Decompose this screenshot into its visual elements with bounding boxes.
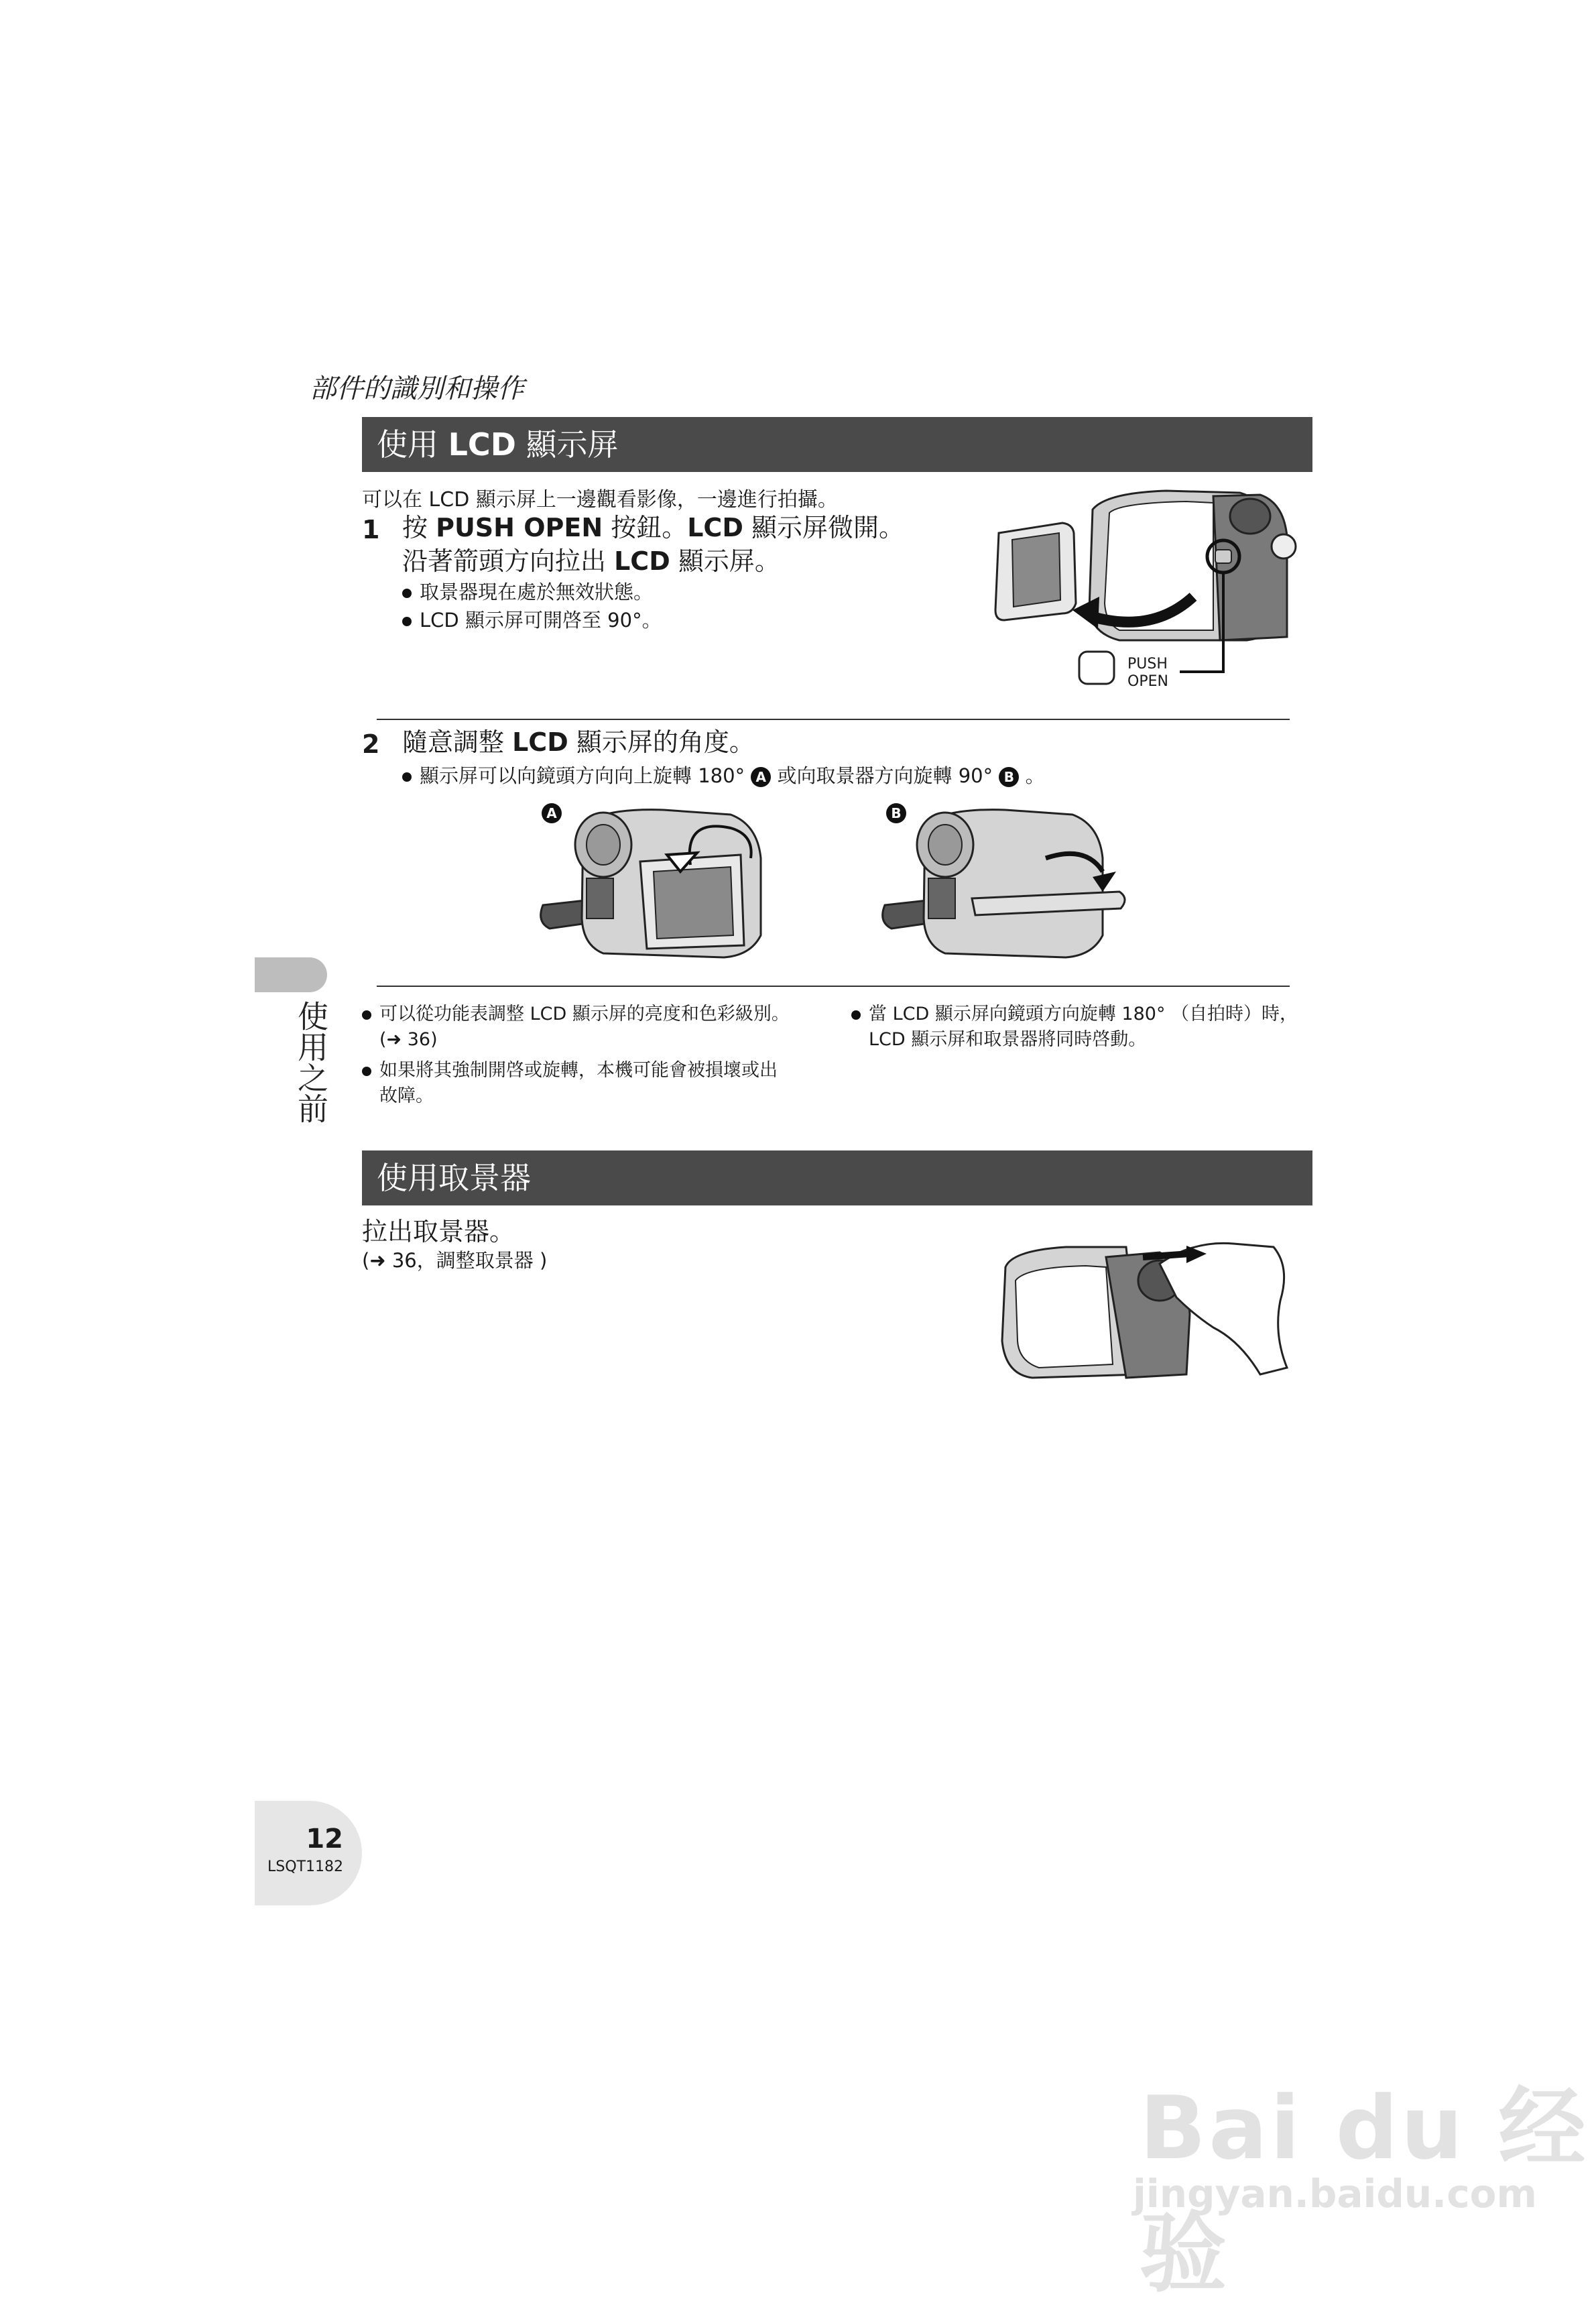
step2-text-b: LCD	[512, 727, 568, 757]
viewfinder-reference: (➜ 36，調整取景器 )	[362, 1249, 548, 1272]
step2-text-a: 隨意調整	[402, 727, 513, 757]
step2-bullet-c: 。	[1025, 764, 1045, 787]
callout-line2: OPEN	[1127, 673, 1168, 690]
page-number: 12	[306, 1824, 343, 1854]
note-text: 如果將其強制開啓或旋轉，本機可能會被損壞或出	[379, 1060, 778, 1081]
camcorder-viewfinder-illustration	[992, 1234, 1307, 1388]
step1-line1-c: 按鈕。	[603, 513, 688, 542]
step1-number: 1	[362, 515, 380, 544]
watermark-logo: Bai du 经验	[1140, 2077, 1589, 2304]
step1-line1-b: PUSH OPEN	[436, 513, 603, 542]
side-tab-marker	[255, 957, 327, 992]
step1-line1-d: LCD	[687, 513, 743, 542]
label-b-badge: B	[999, 767, 1019, 787]
callout-line1: PUSH	[1127, 656, 1168, 672]
push-open-callout	[1127, 656, 1168, 691]
note-text: 可以從功能表調整 LCD 顯示屏的亮度和色彩級別。	[379, 1004, 790, 1024]
page-code: LSQT1182	[267, 1858, 343, 1875]
section-title-suffix: 顯示屏	[515, 426, 619, 463]
step2-number: 2	[362, 729, 380, 759]
step1-line1-a: 按	[402, 513, 436, 542]
divider	[377, 719, 1290, 720]
step1-line2-a: 沿著箭頭方向拉出	[402, 546, 615, 576]
step1-bullets	[402, 578, 662, 634]
note-text: 當 LCD 顯示屏向鏡頭方向旋轉 180° （自拍時）時，	[869, 1004, 1298, 1024]
step1-bullet-text: 取景器現在處於無效狀態。	[420, 581, 654, 603]
illustration-b-label: B	[886, 803, 906, 823]
camcorder-rotate-viewfinder-illustration	[871, 798, 1140, 965]
note-item	[851, 1002, 1314, 1053]
step1-line2-b: LCD	[614, 546, 670, 576]
step1-bullet	[402, 578, 662, 606]
notes-right	[851, 1002, 1314, 1053]
step1-bullet-text: LCD 顯示屏可開啓至 90°。	[420, 609, 662, 632]
note-text-cont: 故障。	[379, 1085, 434, 1106]
camcorder-rotate-lens-illustration	[530, 798, 784, 965]
step2-text	[402, 725, 755, 759]
section-header-viewfinder: 使用取景器	[362, 1150, 1312, 1205]
divider	[377, 986, 1290, 987]
step1-text	[402, 511, 952, 578]
illustration-a-label: A	[542, 803, 562, 823]
step1-line1-e: 顯示屏微開。	[743, 513, 904, 542]
section-title-bold: LCD	[448, 426, 516, 463]
step2-bullet-b: 或向取景器方向旋轉 90°	[777, 764, 993, 787]
step1-line1	[402, 511, 952, 544]
intro-text: 可以在 LCD 顯示屏上一邊觀看影像，一邊進行拍攝。	[362, 488, 838, 512]
side-tab-label: 使用之前	[293, 1000, 329, 1124]
section-title-prefix: 使用	[377, 426, 448, 463]
watermark-url: jingyan.baidu.com	[1133, 2171, 1537, 2216]
note-item	[362, 1058, 818, 1109]
step1-bullet	[402, 606, 662, 634]
note-text-cont: LCD 顯示屏和取景器將同時啓動。	[869, 1029, 1147, 1050]
note-item	[362, 1002, 818, 1053]
step2-text-c: 顯示屏的角度。	[568, 727, 755, 757]
note-ref: (➜ 36)	[379, 1029, 438, 1050]
section-header-lcd	[362, 417, 1312, 472]
chapter-title: 部件的識別和操作	[310, 373, 524, 404]
step2-bullet	[402, 762, 1045, 790]
label-a-badge: A	[751, 767, 771, 787]
notes-left	[362, 1002, 818, 1109]
viewfinder-instruction: 拉出取景器。	[362, 1217, 515, 1246]
step1-line2-c: 顯示屏。	[670, 546, 780, 576]
step1-line2	[402, 544, 952, 578]
step2-bullet-a: 顯示屏可以向鏡頭方向向上旋轉 180°	[420, 764, 745, 787]
